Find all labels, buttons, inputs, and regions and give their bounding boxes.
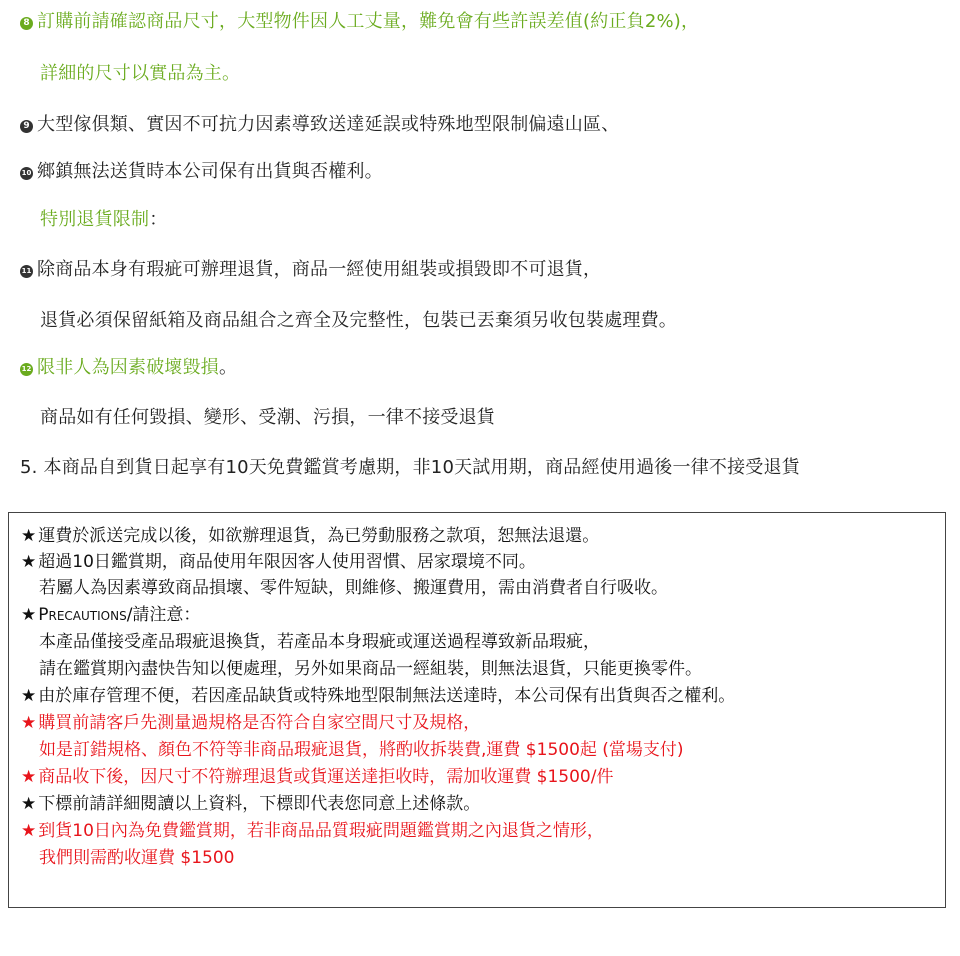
star-icon: ★: [21, 526, 37, 546]
note-8-line-1: [20, 10, 699, 34]
star-icon: ★: [21, 821, 37, 841]
star-icon: ★: [21, 605, 37, 625]
note-12-text-1: 限非人為因素破壞毀損: [37, 357, 219, 378]
note-12-text-2: 商品如有任何毀損、變形、受潮、污損，一律不接受退貨: [40, 407, 495, 428]
item-5-text: 5. 本商品自到貨日起享有10天免費鑑賞考慮期，非10天試用期，商品經使用過後一律不接受退貨: [20, 457, 800, 478]
star-icon: ★: [21, 713, 37, 733]
number-9-badge: 9: [20, 120, 33, 133]
note-11-line-2: [40, 309, 677, 333]
note-9-line: [20, 113, 619, 137]
precautions-label: Precautions/請注意：: [38, 605, 201, 625]
note-8-text-1: 訂購前請確認商品尺寸，大型物件因人工丈量，難免會有些許誤差值(約正負2%)，: [37, 11, 700, 32]
note-12-line-1: [20, 356, 237, 380]
terms-line-5: 本產品僅接受產品瑕疵退換貨，若產品本身瑕疵或運送過程導致新品瑕疵，: [39, 632, 600, 652]
terms-line-7: ★ 由於庫存管理不便，若因產品缺貨或特殊地型限制無法送達時，本公司保有出貨與否之權利。: [21, 686, 736, 706]
star-icon: ★: [21, 767, 37, 787]
terms-line-2: ★ 超過10日鑑賞期，商品使用年限因客人使用習慣、居家環境不同。: [21, 552, 536, 572]
terms-line-1: ★ 運費於派送完成以後，如欲辦理退貨，為已勞動服務之款項，恕無法退還。: [21, 526, 600, 546]
terms-line-8: ★ 購買前請客戶先測量過規格是否符合自家空間尺寸及規格，: [21, 713, 481, 733]
terms-box: [8, 512, 946, 908]
number-12-badge: 12: [20, 363, 33, 376]
star-icon: ★: [21, 552, 37, 572]
terms-line-4: [21, 604, 200, 626]
special-return-colon: ：: [149, 209, 168, 230]
number-10-badge: 10: [20, 167, 33, 180]
terms-line-9: 如是訂錯規格、顏色不符等非商品瑕疵退貨，將酌收拆裝費,運費 $1500起 (當場支付): [39, 740, 684, 760]
item-5-line: [20, 456, 800, 480]
terms-line-13: 我們則需酌收運費 $1500: [39, 848, 235, 868]
terms-line-11: ★ 下標前請詳細閱讀以上資料，下標即代表您同意上述條款。: [21, 794, 481, 814]
note-10-line: [20, 160, 383, 184]
note-11-text-1: 除商品本身有瑕疵可辦理退貨，商品一經使用組裝或損毀即不可退貨，: [37, 259, 602, 280]
note-12-line-2: [40, 406, 495, 430]
note-10-text: 鄉鎮無法送貨時本公司保有出貨與否權利。: [37, 161, 383, 182]
note-8-line-2: [40, 62, 240, 86]
note-11-line-1: [20, 258, 601, 282]
number-11-badge: 11: [20, 265, 33, 278]
special-return-title: 特別退貨限制: [40, 209, 150, 230]
star-icon: ★: [21, 794, 37, 814]
note-8-text-2: 詳細的尺寸以實品為主。: [40, 63, 241, 84]
note-9-text: 大型傢俱類、實因不可抗力因素導致送達延誤或特殊地型限制偏遠山區、: [37, 114, 620, 135]
note-12-period: 。: [219, 357, 238, 378]
star-icon: ★: [21, 686, 37, 706]
note-11-text-2: 退貨必須保留紙箱及商品組合之齊全及完整性，包裝已丟棄須另收包裝處理費。: [40, 310, 677, 331]
terms-line-3: 若屬人為因素導致商品損壞、零件短缺，則維修、搬運費用，需由消費者自行吸收。: [39, 578, 668, 598]
terms-line-10: ★ 商品收下後，因尺寸不符辦理退貨或貨運送達拒收時，需加收運費 $1500/件: [21, 767, 614, 787]
number-8-badge: 8: [20, 17, 33, 30]
terms-line-12: ★ 到貨10日內為免費鑑賞期，若非商品品質瑕疵問題鑑賞期之內退貨之情形，: [21, 821, 604, 841]
terms-line-6: 請在鑑賞期內盡快告知以便處理，另外如果商品一經組裝，則無法退貨，只能更換零件。: [39, 659, 702, 679]
special-return-heading: [40, 208, 167, 232]
